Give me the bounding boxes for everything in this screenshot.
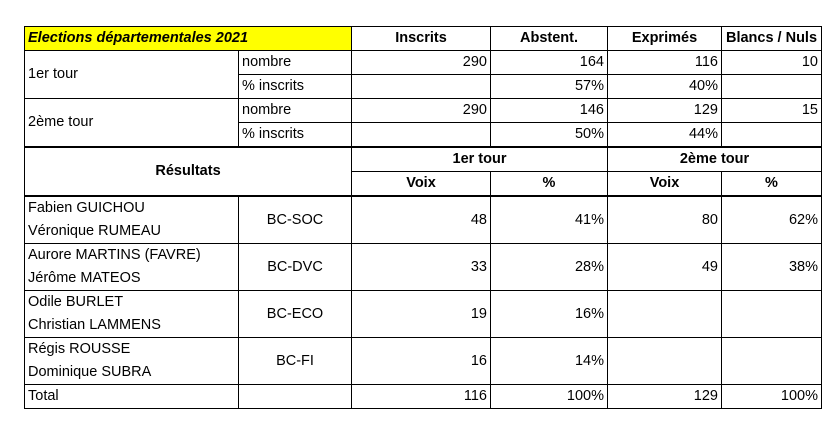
election-results-table — [24, 26, 822, 409]
cell-voix-t2: 49 — [608, 244, 722, 291]
turnout-row — [25, 51, 822, 75]
candidate-name: Christian LAMMENS — [25, 314, 239, 338]
cell-blancs: 10 — [722, 51, 822, 75]
candidate-name: Fabien GUICHOU — [25, 196, 239, 220]
total-voix-t2: 129 — [608, 385, 722, 409]
results-label: Résultats — [25, 147, 352, 196]
cell-voix-t1: 48 — [352, 196, 491, 244]
cell-abstent: 50% — [491, 123, 608, 148]
total-pct-t1: 100% — [491, 385, 608, 409]
header-row — [25, 27, 822, 51]
cell-pct-t1: 41% — [491, 196, 608, 244]
party-label: BC-SOC — [239, 196, 352, 244]
party-label: BC-FI — [239, 338, 352, 385]
col-header-inscrits: Inscrits — [352, 27, 491, 51]
cell-voix-t2: 80 — [608, 196, 722, 244]
cell-voix-t1: 33 — [352, 244, 491, 291]
cell-exprimes: 40% — [608, 75, 722, 99]
cell-pct-t2 — [722, 291, 822, 338]
voix-header: Voix — [352, 172, 491, 197]
row-label: % inscrits — [239, 123, 352, 148]
row-label: % inscrits — [239, 75, 352, 99]
cell-exprimes: 116 — [608, 51, 722, 75]
cell-inscrits: 290 — [352, 51, 491, 75]
cell-voix-t2 — [608, 291, 722, 338]
candidate-name: Dominique SUBRA — [25, 361, 239, 385]
candidate-name: Odile BURLET — [25, 291, 239, 315]
cell-pct-t2: 62% — [722, 196, 822, 244]
tour-label: 2ème tour — [25, 99, 239, 148]
col-header-blancs-nuls: Blancs / Nuls — [722, 27, 822, 51]
total-row — [25, 385, 822, 409]
row-label: nombre — [239, 51, 352, 75]
cell-voix-t1: 16 — [352, 338, 491, 385]
total-party-cell — [239, 385, 352, 409]
cell-voix-t1: 19 — [352, 291, 491, 338]
row-label: nombre — [239, 99, 352, 123]
pct-header: % — [722, 172, 822, 197]
cell-pct-t1: 28% — [491, 244, 608, 291]
cell-abstent: 57% — [491, 75, 608, 99]
cell-abstent: 146 — [491, 99, 608, 123]
candidate-name: Aurore MARTINS (FAVRE) — [25, 244, 239, 268]
candidate-name: Jérôme MATEOS — [25, 267, 239, 291]
candidate-row — [25, 338, 822, 362]
cell-exprimes: 129 — [608, 99, 722, 123]
party-label: BC-DVC — [239, 244, 352, 291]
voix-header: Voix — [608, 172, 722, 197]
sheet-title: Elections départementales 2021 — [25, 27, 352, 51]
total-pct-t2: 100% — [722, 385, 822, 409]
tour2-header: 2ème tour — [608, 147, 822, 172]
cell-pct-t2 — [722, 338, 822, 385]
col-header-exprimes: Exprimés — [608, 27, 722, 51]
cell-inscrits — [352, 75, 491, 99]
cell-voix-t2 — [608, 338, 722, 385]
party-label: BC-ECO — [239, 291, 352, 338]
cell-abstent: 164 — [491, 51, 608, 75]
cell-inscrits: 290 — [352, 99, 491, 123]
pct-header: % — [491, 172, 608, 197]
total-voix-t1: 116 — [352, 385, 491, 409]
candidate-name: Régis ROUSSE — [25, 338, 239, 362]
col-header-abstent: Abstent. — [491, 27, 608, 51]
tour1-header: 1er tour — [352, 147, 608, 172]
candidate-row — [25, 291, 822, 315]
tour-label: 1er tour — [25, 51, 239, 99]
cell-blancs — [722, 123, 822, 148]
candidate-row — [25, 244, 822, 268]
cell-blancs — [722, 75, 822, 99]
cell-inscrits — [352, 123, 491, 148]
cell-pct-t1: 14% — [491, 338, 608, 385]
candidate-row — [25, 196, 822, 220]
cell-pct-t2: 38% — [722, 244, 822, 291]
total-label: Total — [25, 385, 239, 409]
cell-pct-t1: 16% — [491, 291, 608, 338]
candidate-name: Véronique RUMEAU — [25, 220, 239, 244]
cell-exprimes: 44% — [608, 123, 722, 148]
results-header-row — [25, 147, 822, 172]
turnout-row — [25, 99, 822, 123]
cell-blancs: 15 — [722, 99, 822, 123]
